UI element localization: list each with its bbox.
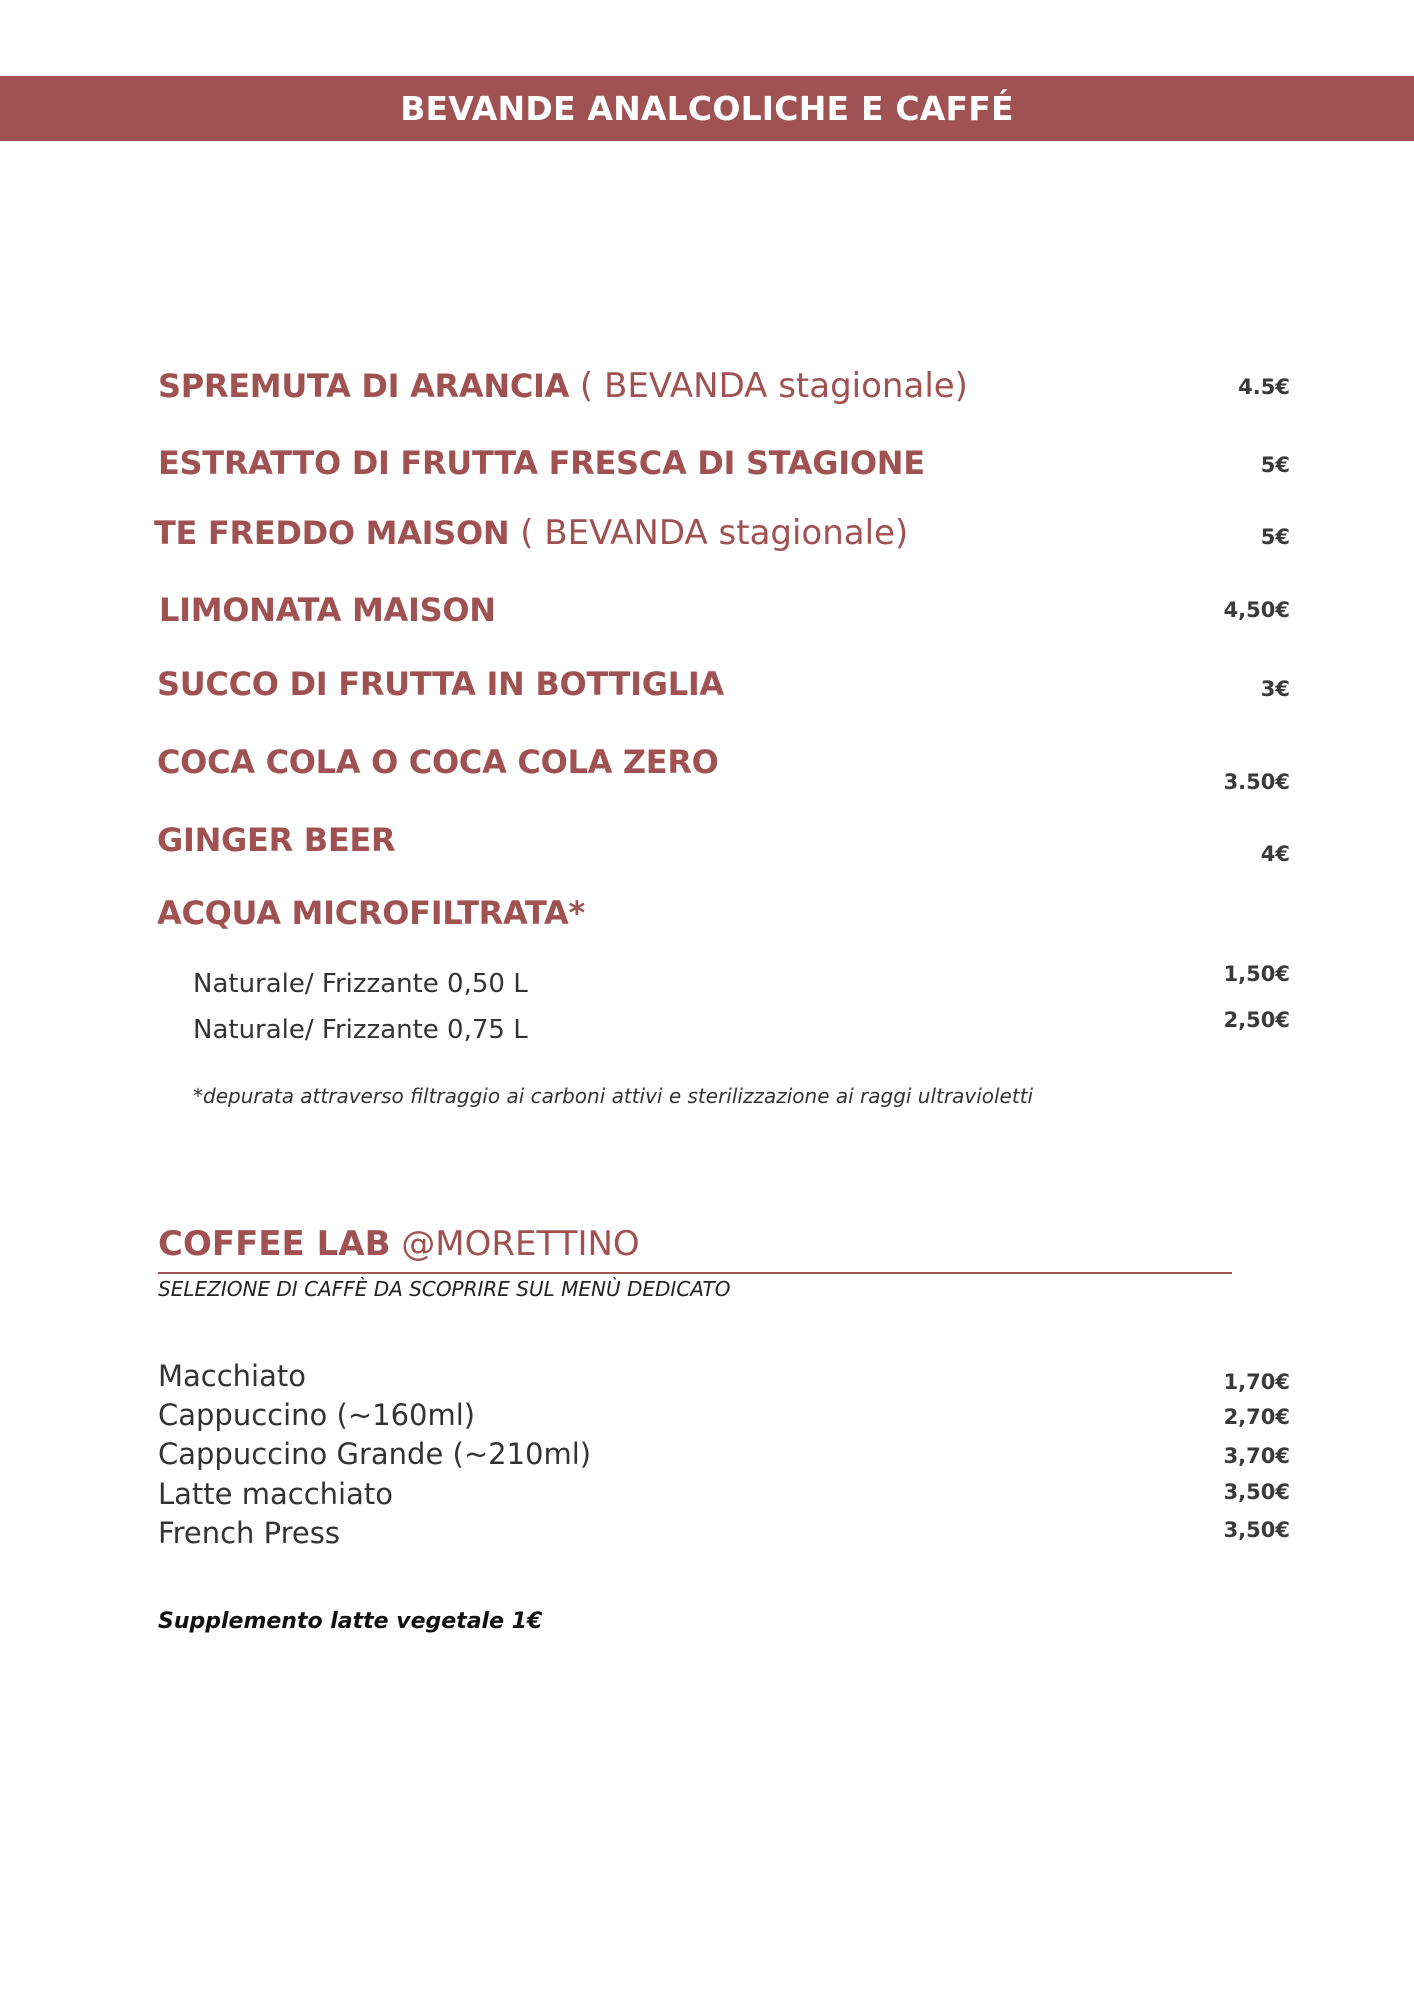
drink-note: ( BEVANDA stagionale) [509,513,909,553]
coffee-title-bold: COFFEE LAB [158,1224,391,1264]
drink-item-spremuta [158,366,968,406]
drink-item-te-freddo [154,513,908,553]
drink-name: GINGER BEER [157,821,396,859]
drink-price: 4.5€ [1238,375,1290,399]
drink-name: COCA COLA O COCA COLA ZERO [157,743,719,781]
drink-note: ( BEVANDA stagionale) [569,366,968,406]
drink-price: 4,50€ [1223,598,1290,622]
coffee-item: French Press [158,1516,340,1550]
coffee-section-title [158,1224,640,1264]
supplement-note: Supplemento latte vegetale 1€ [158,1609,543,1634]
coffee-price: 3,70€ [1223,1444,1290,1468]
drink-price: 3€ [1260,677,1290,701]
drink-price: 5€ [1260,525,1290,549]
drink-price: 3.50€ [1223,770,1290,794]
water-option: Naturale/ Frizzante 0,50 L [193,969,528,999]
coffee-price: 2,70€ [1223,1405,1290,1429]
drink-name: TE FREDDO MAISON [154,514,510,552]
coffee-item: Cappuccino Grande (~210ml) [158,1437,592,1471]
header-band [0,76,1414,141]
drink-item-limonata [159,591,496,629]
drink-price: 5€ [1260,453,1290,477]
coffee-title-handle: @MORETTINO [390,1224,640,1264]
drink-item-ginger-beer [157,821,395,859]
drink-item-estratto [158,444,925,482]
drink-price: 4€ [1260,842,1290,866]
coffee-price: 3,50€ [1223,1480,1290,1504]
water-footnote: *depurata attraverso filtraggio ai carboni attivi e sterilizzazione ai raggi ultravioletti [193,1084,1034,1108]
water-price: 2,50€ [1223,1008,1290,1032]
coffee-price: 3,50€ [1223,1518,1290,1542]
water-price: 1,50€ [1223,962,1290,986]
water-option: Naturale/ Frizzante 0,75 L [193,1015,528,1045]
coffee-price: 1,70€ [1223,1370,1290,1394]
coffee-item: Latte macchiato [158,1477,393,1511]
drink-item-succo [157,665,724,703]
drink-name: ACQUA MICROFILTRATA* [157,894,585,932]
drink-name: ESTRATTO DI FRUTTA FRESCA DI STAGIONE [158,444,925,482]
coffee-item: Cappuccino (~160ml) [158,1398,476,1432]
coffee-item: Macchiato [158,1359,307,1393]
drink-name: LIMONATA MAISON [159,591,496,629]
drink-name: SUCCO DI FRUTTA IN BOTTIGLIA [157,665,724,703]
page-title: BEVANDE ANALCOLICHE E CAFFÉ [400,89,1014,128]
drink-item-coca-cola [157,743,719,781]
coffee-subtitle: SELEZIONE DI CAFFÈ DA SCOPRIRE SUL MENÙ DEDICATO [158,1277,731,1301]
drink-item-acqua [157,894,585,932]
drink-name: SPREMUTA DI ARANCIA [158,367,570,405]
coffee-divider [158,1272,1232,1274]
